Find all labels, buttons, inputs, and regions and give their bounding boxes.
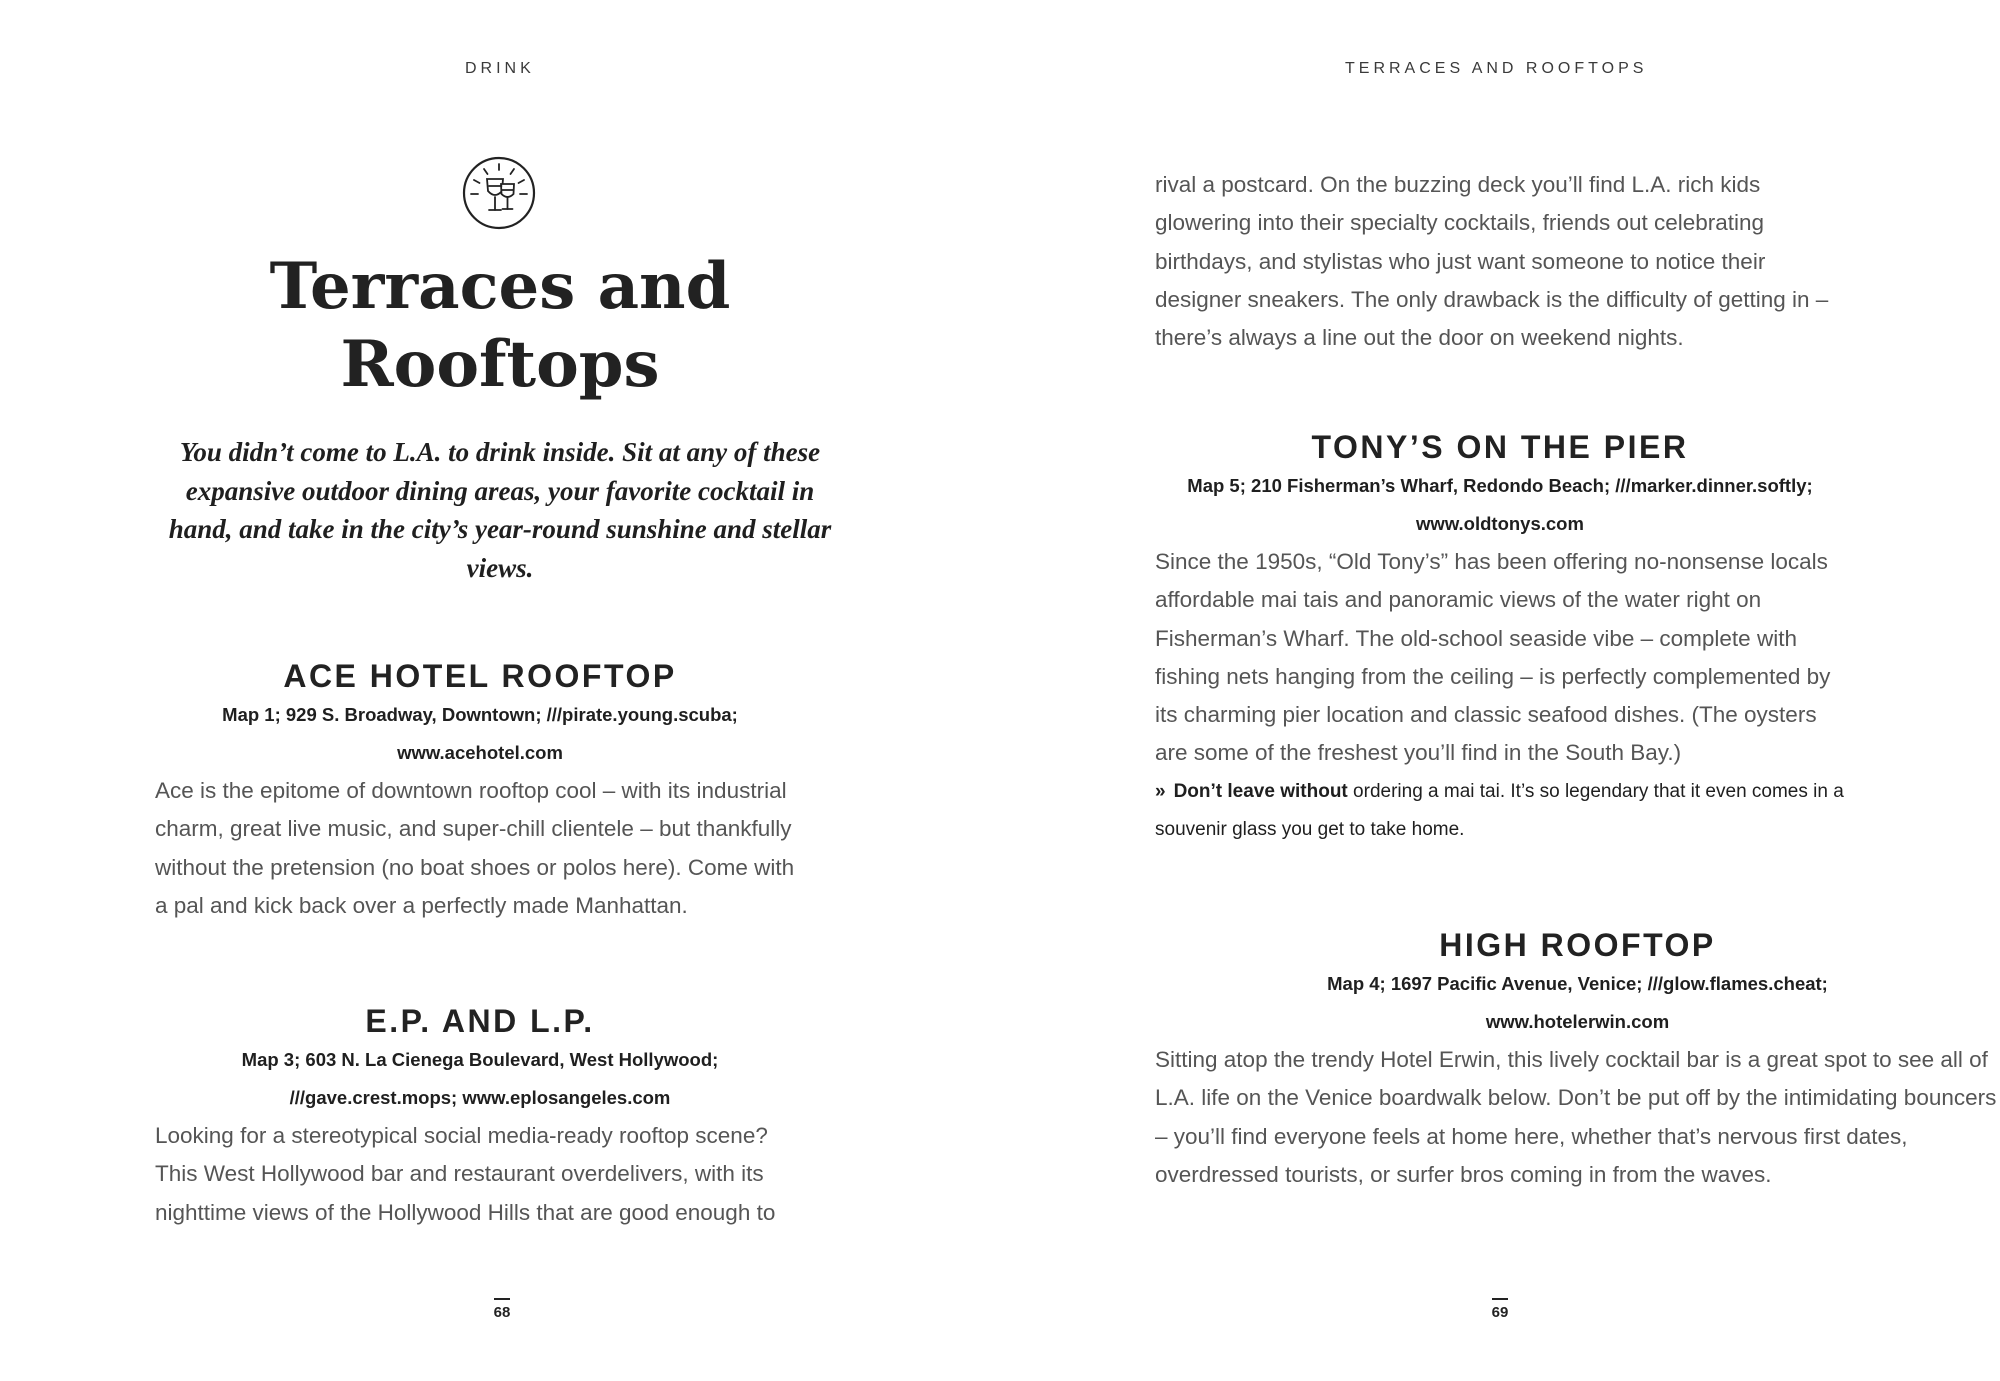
- page-number-left: 68: [482, 1304, 522, 1321]
- tip-lead: Don’t leave without: [1173, 780, 1348, 802]
- running-head-left: DRINK: [465, 60, 535, 77]
- entry-name: HIGH ROOFTOP: [1439, 927, 1716, 963]
- wine-glasses-sun-icon: [461, 155, 537, 231]
- dont-leave-tip: [1155, 773, 1845, 849]
- entry-high-rooftop: [1155, 925, 2000, 1194]
- page-number-right: 69: [1480, 1304, 1520, 1321]
- entry-description: Sitting atop the trendy Hotel Erwin, this lively cocktail bar is a great spot to see all of L.A. life on the Venice boardwalk below. Don’t be put off by the intimidating bouncers – you’ll find everyone feels at home here, whether that’s nervous first dates, overdressed tourists, or surfer bros coming in from the waves.: [1155, 1047, 1997, 1187]
- entry-name: E.P. AND L.P.: [365, 1003, 595, 1039]
- entry-ep-and-lp: [155, 1001, 805, 1232]
- entry-address: Map 3; 603 N. La Cienega Boulevard, West Hollywood;: [241, 1049, 719, 1070]
- entry-address: Map 5; 210 Fisherman’s Wharf, Redondo Beach; ///marker.dinner.softly;: [1187, 475, 1813, 496]
- entry-address: Map 1; 929 S. Broadway, Downtown; ///pirate.young.scuba;: [222, 704, 738, 725]
- entry-address: Map 4; 1697 Pacific Avenue, Venice; ///glow.flames.cheat;: [1327, 973, 1828, 994]
- entry-ace-hotel-rooftop: [155, 656, 805, 925]
- entry-website: ///gave.crest.mops; www.eplosangeles.com: [289, 1087, 671, 1108]
- entry-description: Since the 1950s, “Old Tony’s” has been offering no-nonsense locals affordable mai tais and panoramic views of the water right on Fisherman’s Wharf. The old-school seaside vibe – complete with fishing nets hanging from the ceiling – is perfectly complemented by its charming pier location and classic seafood dishes. (The oysters are some of the freshest you’ll find in the South Bay.): [1155, 549, 1831, 766]
- entry-website: www.acehotel.com: [397, 742, 563, 763]
- entry-website: www.oldtonys.com: [1416, 513, 1584, 534]
- tip-text: ordering a mai tai. It’s so legendary that it even comes in a souvenir glass you get to take home.: [1155, 780, 1844, 840]
- entry-description: Looking for a stereotypical social media-ready rooftop scene? This West Hollywood bar and restaurant overdelivers, with its nighttime views of the Hollywood Hills that are good enough to: [155, 1123, 776, 1225]
- double-chevron-right-icon: »: [1155, 780, 1166, 802]
- chapter-intro: You didn’t come to L.A. to drink inside. Sit at any of these expansive outdoor dining areas, your favorite cocktail in hand, and take in the city’s year-round sunshine and stellar views.: [168, 437, 832, 583]
- right-page: [1000, 0, 2000, 1381]
- chapter-title: Terraces and Rooftops: [269, 249, 731, 402]
- entry-tonys-on-the-pier: [1155, 427, 1845, 849]
- entry-website: www.hotelerwin.com: [1485, 1011, 1670, 1032]
- entry-name: TONY’S ON THE PIER: [1311, 429, 1689, 465]
- running-head-right: TERRACES AND ROOFTOPS: [1345, 60, 1648, 77]
- continued-description: rival a postcard. On the buzzing deck you’ll find L.A. rich kids glowering into their specialty cocktails, friends out celebrating birthdays, and stylistas who just want someone to notice their designer sneakers. The only drawback is the difficulty of getting in – there’s always a line out the door on weekend nights.: [1155, 172, 1829, 351]
- entry-description: Ace is the epitome of downtown rooftop cool – with its industrial charm, great live music, and super-chill clientele – but thankfully without the pretension (no boat shoes or polos here). Come with a pal and kick back over a perfectly made Manhattan.: [155, 778, 795, 918]
- entry-name: ACE HOTEL ROOFTOP: [283, 658, 677, 694]
